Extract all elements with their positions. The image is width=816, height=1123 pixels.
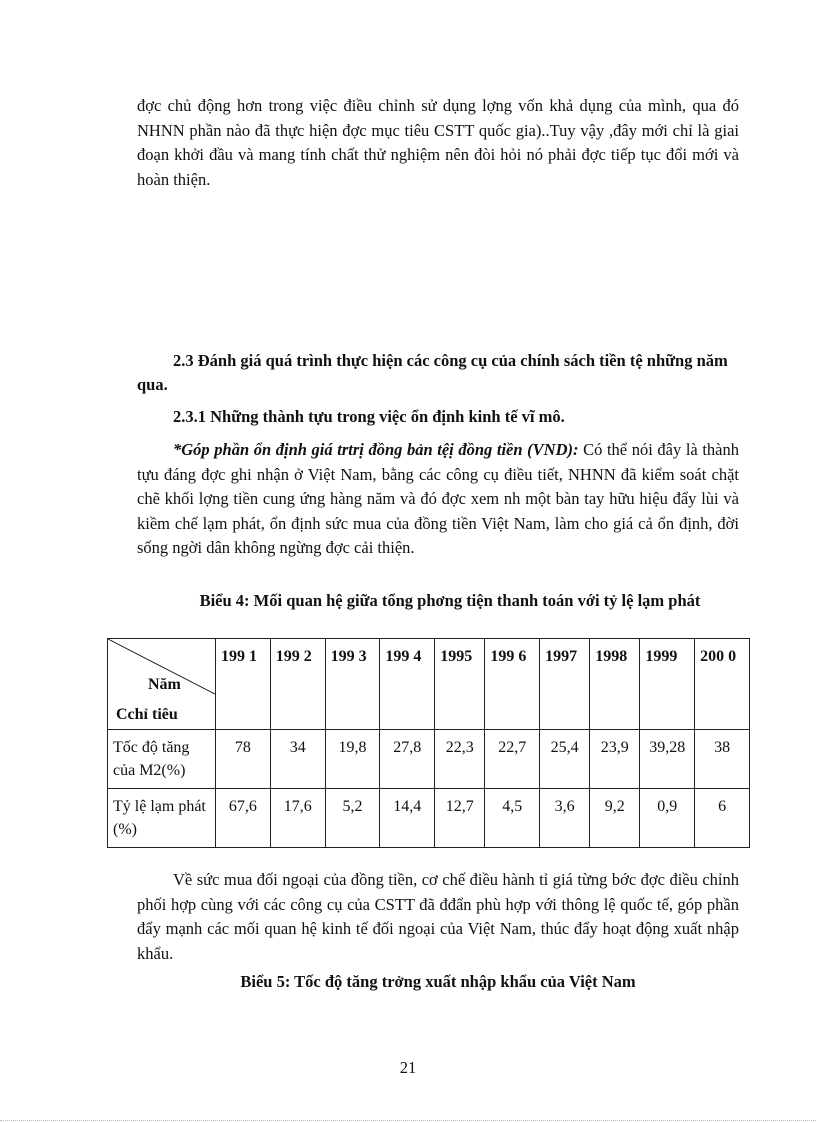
year-header: 1997: [540, 639, 590, 730]
inflation-table: [107, 638, 750, 848]
table-cell: 12,7: [435, 789, 485, 848]
year-header: 199 2: [270, 639, 325, 730]
year-header: 1998: [590, 639, 640, 730]
year-header: 199 4: [380, 639, 435, 730]
table-cell: 23,9: [590, 730, 640, 789]
table-cell: 4,5: [485, 789, 540, 848]
year-header: 1995: [435, 639, 485, 730]
table-cell: 22,7: [485, 730, 540, 789]
year-header: 199 1: [216, 639, 271, 730]
table-cell: 9,2: [590, 789, 640, 848]
table-cell: 38: [695, 730, 750, 789]
table-cell: 5,2: [325, 789, 380, 848]
table-cell: 3,6: [540, 789, 590, 848]
table-cell: 27,8: [380, 730, 435, 789]
table-cell: 67,6: [216, 789, 271, 848]
table-row-inflation: [108, 789, 750, 848]
table-cell: 17,6: [270, 789, 325, 848]
table-cell: 78: [216, 730, 271, 789]
caption-chart-4: Biểu 4: Mối quan hệ giữa tổng phơng tiện thanh toán với tỷ lệ lạm phát: [199, 591, 701, 610]
paragraph-lead-italic: *Góp phần ổn định giá trtrị đồng bản tệị đồng tiền (VND):: [173, 440, 579, 459]
paragraph-achievement: [137, 438, 739, 561]
table-cell: 22,3: [435, 730, 485, 789]
row-label: Tỷ lệ lạm phát (%): [108, 789, 216, 848]
year-header: 199 3: [325, 639, 380, 730]
table-cell: 39,28: [640, 730, 695, 789]
section-heading-2-3-1: 2.3.1 Những thành tựu trong việc ổn định kinh tế vĩ mô.: [173, 407, 565, 426]
corner-label-year: Năm: [148, 676, 181, 693]
table-corner-cell: [108, 639, 216, 730]
page-number: 21: [399, 1058, 417, 1077]
corner-label-indicator: Cchỉ tiêu: [116, 706, 178, 723]
table-cell: 6: [695, 789, 750, 848]
table-header-row: [108, 639, 750, 730]
table-cell: 0,9: [640, 789, 695, 848]
paragraph-intro: đợc chủ động hơn trong việc điều chỉnh sử dụng lợng vốn khả dụng của mình, qua đó NHNN phần nào đã thực hiện đợc mục tiêu CSTT quốc gia)..Tuy vậy ,đây mới chỉ là giai đoạn khởi đầu và mang tính chất thử nghiệm nên đòi hỏi nó phải đợc tiếp tục đổi mới và hoàn thiện.: [137, 96, 739, 189]
year-header: 200 0: [695, 639, 750, 730]
caption-chart-5: Biểu 5: Tốc độ tăng trởng xuất nhập khẩu của Việt Nam: [240, 972, 636, 991]
paragraph-achievement-body: Có thể nói đây là thành tựu đáng đợc ghi nhận ở Việt Nam, bằng các công cụ điều tiết, NHNN đã kiểm soát chặt chẽ khối lợng tiền cung ứng hàng năm và đó đợc xem nh một bàn tay hữu hiệu đẩy lùi và kiềm chế lạm phát, ổn định sức mua của đồng tiền Việt Nam, làm cho giá cả ổn định, đời sống ngời dân không ngừng đợc cải thiện.: [137, 440, 739, 557]
year-header: 1999: [640, 639, 695, 730]
table-cell: 25,4: [540, 730, 590, 789]
section-heading-2-3: 2.3 Đánh giá quá trình thực hiện các công cụ của chính sách tiền tệ những năm qua.: [137, 351, 728, 394]
table-row-m2: [108, 730, 750, 789]
page-bottom-divider: [0, 1120, 816, 1121]
table-cell: 19,8: [325, 730, 380, 789]
paragraph-exchange-rate: Về sức mua đối ngoại của đồng tiền, cơ chế điều hành tỉ giá từng bớc đợc điều chỉnh phối hợp cùng với các công cụ của CSTT đã đđẩn phù hợp với thông lệ quốc tế, góp phần đẩy mạnh các mối quan hệ kinh tế đối ngoại của Việt Nam, thúc đẩy hoạt động xuất nhập khẩu.: [137, 870, 739, 963]
row-label: Tốc độ tăng của M2(%): [108, 730, 216, 789]
table-cell: 14,4: [380, 789, 435, 848]
table-cell: 34: [270, 730, 325, 789]
year-header: 199 6: [485, 639, 540, 730]
